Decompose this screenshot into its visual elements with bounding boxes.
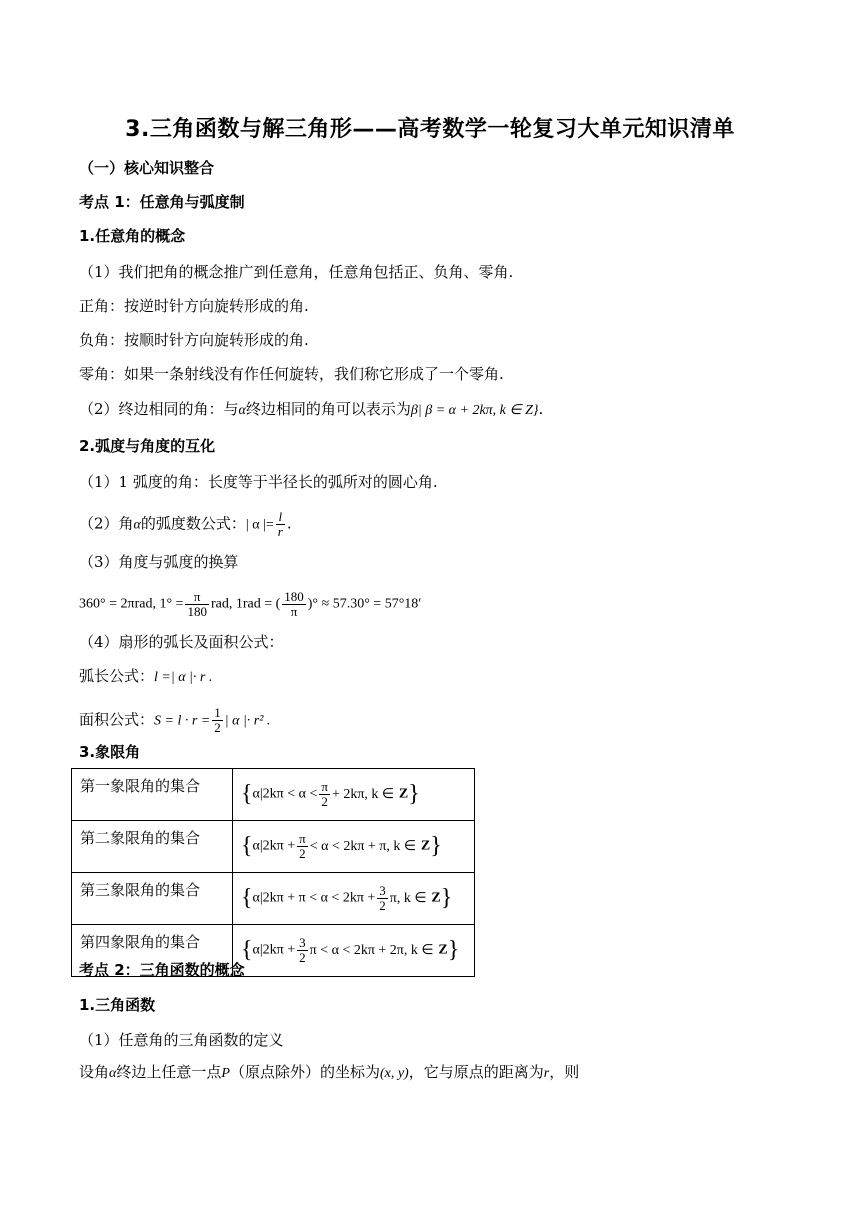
text: ，它与原点的距离为 (408, 1063, 544, 1081)
quadrant-label: 第三象限角的集合 (72, 873, 233, 925)
text: 的弧度数公式： (140, 514, 246, 533)
set-fraction (297, 936, 308, 965)
text: （原点除外）的坐标为 (229, 1063, 380, 1081)
set-expression-pre: α|2kπ + π < α < 2kπ + (252, 890, 376, 906)
label: 弧长公式： (79, 667, 155, 685)
set-expression-post: < α < 2kπ + π, k ∈ (309, 839, 417, 854)
left-brace: { (241, 885, 253, 911)
set-expression-pre: α|2kπ + (252, 838, 296, 854)
coterminal-formula: β| β = α + 2kπ, k ∈ Z} (410, 403, 539, 418)
numerator: 3 (379, 883, 386, 898)
denominator: π (290, 604, 298, 619)
alpha-symbol: α (133, 517, 141, 533)
page-title: 3.三角函数与解三角形——高考数学一轮复习大单元知识清单 (125, 117, 735, 142)
denominator: 2 (299, 950, 306, 965)
paragraph-arbitrary-angle: （1）我们把角的概念推广到任意角，任意角包括正、负角、零角. (79, 263, 514, 281)
alpha-symbol: α (238, 403, 246, 418)
formula: l =| α |· r . (154, 670, 213, 685)
left-brace: { (241, 833, 253, 859)
paragraph-negative-angle: 负角：按顺时针方向旋转形成的角. (79, 331, 309, 349)
fraction-one-half (212, 706, 223, 735)
denominator: r (277, 524, 283, 539)
set-expression-post: π, k ∈ (389, 891, 427, 906)
left-brace: { (241, 781, 253, 807)
numerator: l (276, 510, 285, 525)
paragraph-point-on-terminal-side (79, 1062, 579, 1084)
set-fraction (297, 832, 308, 861)
radius-r: r (543, 1066, 550, 1081)
text: 终边相同的角可以表示为 (245, 400, 411, 418)
paragraph-positive-angle: 正角：按逆时针方向旋转形成的角. (79, 297, 309, 315)
area-formula (79, 706, 270, 735)
heading-quadrant-angle: 3.象限角 (79, 743, 141, 761)
integers-symbol: Z (431, 890, 441, 906)
right-brace: } (447, 937, 460, 963)
right-brace: } (408, 781, 420, 807)
formula-part: rad, 1rad = ( (210, 596, 281, 612)
label: 面积公式： (79, 710, 155, 729)
denominator: 180 (187, 604, 207, 619)
paragraph-radian-formula: （2）角α的弧度数公式：| α |= $\frac{l}{r}$ . (79, 509, 292, 539)
heading-trig-function: 1.三角函数 (79, 996, 156, 1014)
heading-arbitrary-angle: 1.任意角的概念 (79, 227, 186, 245)
arc-length-formula (79, 666, 212, 688)
paragraph-trig-definition: （1）任意角的三角函数的定义 (79, 1031, 284, 1049)
denominator: 2 (379, 898, 386, 913)
set-expression-post: π < α < 2kπ + 2π, k ∈ (309, 943, 434, 958)
text: （2）终边相同的角：与 (79, 400, 239, 418)
quadrant-label: 第四象限角的集合 (72, 925, 233, 977)
quadrant-set (233, 925, 475, 977)
paragraph-coterminal-angle (79, 399, 543, 421)
left-brace: { (241, 937, 253, 963)
formula-part: | α |· r² . (224, 713, 271, 729)
topic-2-heading: 考点 2：三角函数的概念 (79, 961, 245, 979)
formula-part: S = l · r = (154, 713, 211, 729)
quadrant-set (233, 873, 475, 925)
text: ，则 (549, 1063, 580, 1081)
quadrant-table (71, 768, 475, 977)
paragraph-one-radian: （1）1 弧度的角：长度等于半径长的弧所对的圆心角. (79, 473, 438, 491)
integers-symbol: Z (438, 942, 448, 958)
right-brace: } (430, 833, 442, 859)
quadrant-set (233, 821, 475, 873)
paragraph-conversion: （3）角度与弧度的换算 (79, 553, 239, 571)
formula-part: 360° = 2πrad, 1° = (79, 596, 184, 612)
conversion-formula (79, 590, 421, 619)
fraction-pi-over-180 (185, 590, 209, 619)
set-fraction (319, 780, 330, 809)
coordinates: (x, y) (379, 1066, 409, 1081)
point-P: P (221, 1066, 230, 1081)
heading-radian-degree: 2.弧度与角度的互化 (79, 437, 216, 455)
fraction-180-over-pi (282, 590, 306, 619)
table-row (72, 821, 475, 873)
numerator: 3 (299, 935, 306, 950)
table-row (72, 873, 475, 925)
text: 设角 (79, 1063, 110, 1081)
topic-1-heading: 考点 1：任意角与弧度制 (79, 193, 245, 211)
set-expression-pre: α|2kπ < α < (252, 786, 318, 802)
text: （2）角 (79, 514, 134, 533)
set-fraction (377, 884, 388, 913)
section-heading: （一）核心知识整合 (79, 159, 215, 177)
set-expression-post: + 2kπ, k ∈ (331, 787, 395, 802)
quadrant-label: 第一象限角的集合 (72, 769, 233, 821)
denominator: 2 (321, 794, 328, 809)
numerator: π (299, 831, 306, 846)
text: . (538, 400, 544, 418)
numerator: 180 (284, 589, 304, 604)
fraction-l-over-r (276, 510, 285, 539)
denominator: 2 (214, 720, 221, 735)
set-expression-pre: α|2kπ + (252, 942, 296, 958)
paragraph-zero-angle: 零角：如果一条射线没有作任何旋转，我们称它形成了一个零角. (79, 365, 504, 383)
paragraph-sector-formulas: （4）扇形的弧长及面积公式： (79, 633, 284, 651)
text: 终边上任意一点 (116, 1063, 222, 1081)
radian-formula-lhs: | α |= (245, 517, 274, 533)
alpha-symbol: α (109, 1066, 117, 1081)
numerator: 1 (214, 705, 221, 720)
table-row (72, 769, 475, 821)
quadrant-set (233, 769, 475, 821)
integers-symbol: Z (420, 838, 431, 854)
numerator: π (321, 779, 328, 794)
right-brace: } (440, 885, 453, 911)
numerator: π (185, 590, 209, 605)
integers-symbol: Z (398, 786, 409, 802)
formula-part: )° ≈ 57.30° = 57°18′ (307, 596, 422, 612)
denominator: 2 (299, 846, 306, 861)
quadrant-label: 第二象限角的集合 (72, 821, 233, 873)
